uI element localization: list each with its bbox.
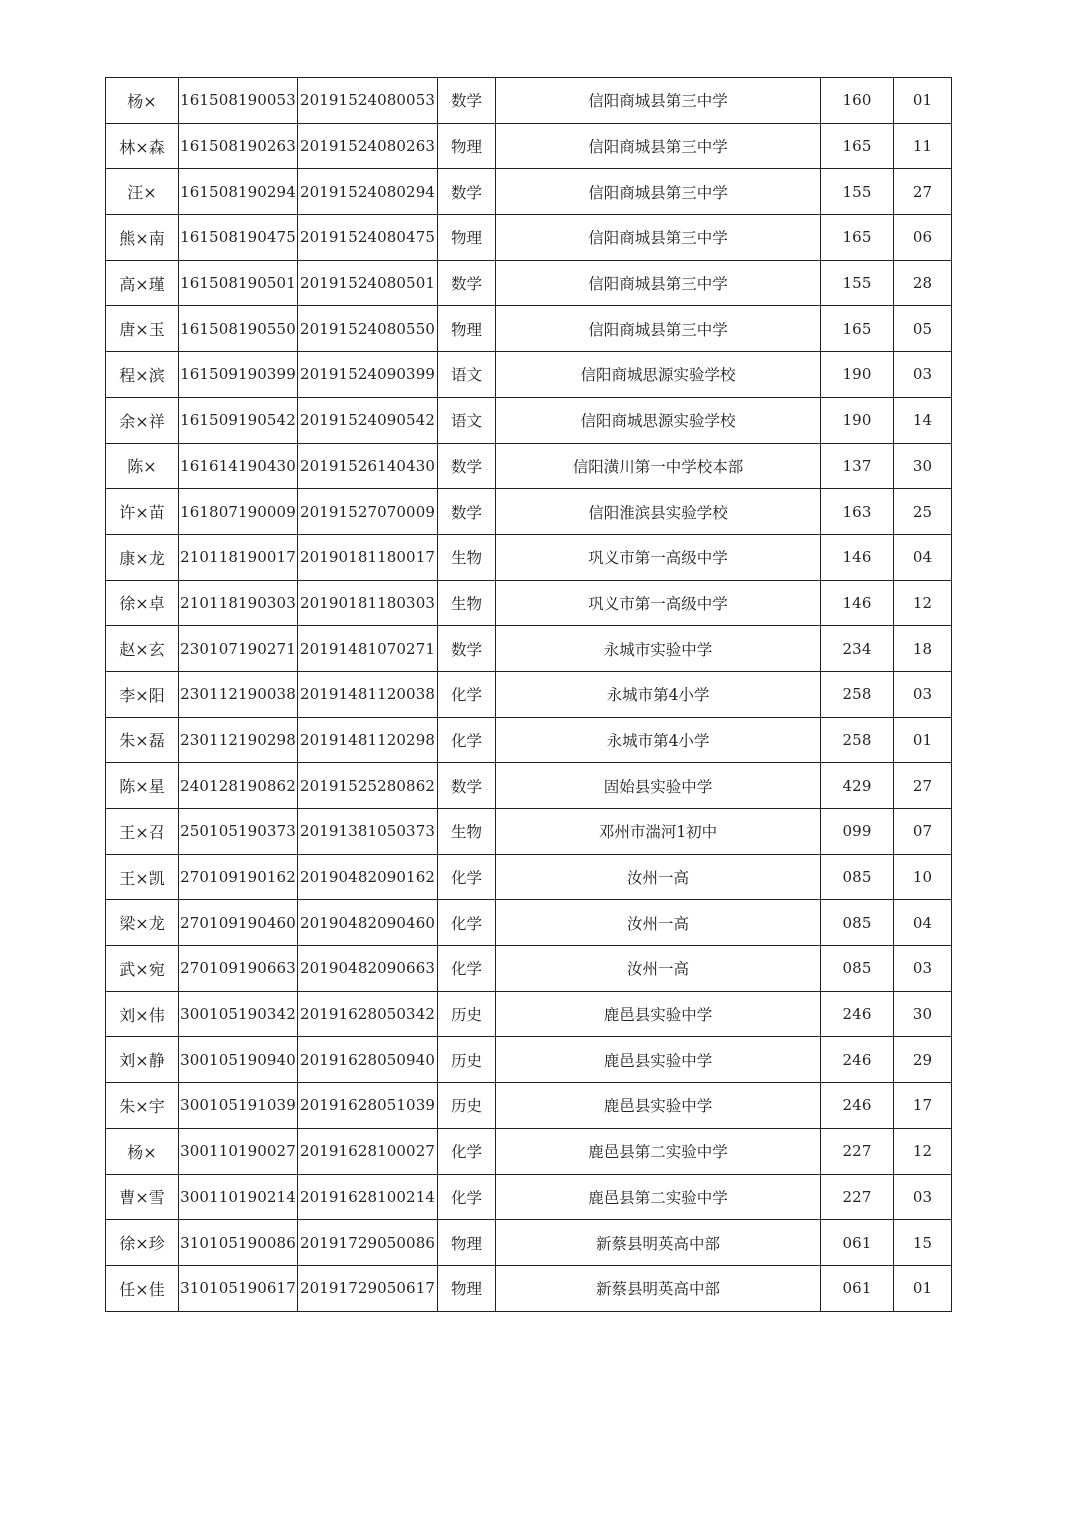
registration-number-cell: 20191628100027 <box>298 1128 438 1174</box>
table-row <box>106 78 952 124</box>
exam-number-cell: 161508190294 <box>179 169 298 215</box>
student-name-cell: 武×宛 <box>106 946 179 992</box>
student-name-cell: 陈× <box>106 443 179 489</box>
school-code-cell: 246 <box>821 1083 894 1129</box>
school-cell: 邓州市湍河1初中 <box>496 809 821 855</box>
student-name-cell: 朱×宇 <box>106 1083 179 1129</box>
subject-cell: 历史 <box>438 1037 496 1083</box>
exam-number-cell: 300105190940 <box>179 1037 298 1083</box>
school-cell: 鹿邑县第二实验中学 <box>496 1128 821 1174</box>
school-code-cell: 246 <box>821 1037 894 1083</box>
sequence-cell: 04 <box>894 900 952 946</box>
student-name-cell: 高×瑾 <box>106 260 179 306</box>
table-row <box>106 900 952 946</box>
student-name-cell: 梁×龙 <box>106 900 179 946</box>
sequence-cell: 03 <box>894 671 952 717</box>
subject-cell: 化学 <box>438 1128 496 1174</box>
school-cell: 信阳商城县第三中学 <box>496 306 821 352</box>
sequence-cell: 05 <box>894 306 952 352</box>
school-code-cell: 137 <box>821 443 894 489</box>
table-row <box>106 671 952 717</box>
registration-number-cell: 20190482090460 <box>298 900 438 946</box>
registration-number-cell: 20191524080501 <box>298 260 438 306</box>
sequence-cell: 15 <box>894 1220 952 1266</box>
table-row <box>106 991 952 1037</box>
student-name-cell: 朱×磊 <box>106 717 179 763</box>
school-code-cell: 165 <box>821 215 894 261</box>
table-row <box>106 352 952 398</box>
school-code-cell: 227 <box>821 1128 894 1174</box>
registration-number-cell: 20191526140430 <box>298 443 438 489</box>
school-code-cell: 165 <box>821 306 894 352</box>
school-cell: 信阳商城县第三中学 <box>496 78 821 124</box>
subject-cell: 化学 <box>438 717 496 763</box>
sequence-cell: 14 <box>894 397 952 443</box>
table-row <box>106 1265 952 1311</box>
exam-number-cell: 310105190086 <box>179 1220 298 1266</box>
school-code-cell: 146 <box>821 580 894 626</box>
table-row <box>106 397 952 443</box>
student-name-cell: 王×凯 <box>106 854 179 900</box>
subject-cell: 数学 <box>438 169 496 215</box>
school-code-cell: 165 <box>821 123 894 169</box>
sequence-cell: 03 <box>894 352 952 398</box>
school-cell: 信阳商城县第三中学 <box>496 260 821 306</box>
school-code-cell: 155 <box>821 260 894 306</box>
school-code-cell: 146 <box>821 534 894 580</box>
school-cell: 信阳潢川第一中学校本部 <box>496 443 821 489</box>
school-cell: 新蔡县明英高中部 <box>496 1265 821 1311</box>
student-roster-table <box>105 77 952 1312</box>
subject-cell: 物理 <box>438 1220 496 1266</box>
table-row <box>106 169 952 215</box>
student-name-cell: 赵×玄 <box>106 626 179 672</box>
student-name-cell: 许×苗 <box>106 489 179 535</box>
registration-number-cell: 20191524080294 <box>298 169 438 215</box>
registration-number-cell: 20191628050940 <box>298 1037 438 1083</box>
student-name-cell: 余×祥 <box>106 397 179 443</box>
school-code-cell: 085 <box>821 854 894 900</box>
registration-number-cell: 20191524080550 <box>298 306 438 352</box>
table-row <box>106 946 952 992</box>
table-row <box>106 306 952 352</box>
subject-cell: 数学 <box>438 626 496 672</box>
registration-number-cell: 20191525280862 <box>298 763 438 809</box>
school-code-cell: 160 <box>821 78 894 124</box>
table-row <box>106 626 952 672</box>
registration-number-cell: 20190181180303 <box>298 580 438 626</box>
subject-cell: 数学 <box>438 78 496 124</box>
subject-cell: 语文 <box>438 397 496 443</box>
school-cell: 信阳商城县第三中学 <box>496 215 821 261</box>
school-code-cell: 246 <box>821 991 894 1037</box>
sequence-cell: 17 <box>894 1083 952 1129</box>
exam-number-cell: 300105190342 <box>179 991 298 1037</box>
table-row <box>106 809 952 855</box>
sequence-cell: 27 <box>894 169 952 215</box>
table-row <box>106 215 952 261</box>
student-name-cell: 汪× <box>106 169 179 215</box>
exam-number-cell: 161508190053 <box>179 78 298 124</box>
table-row <box>106 443 952 489</box>
registration-number-cell: 20191729050086 <box>298 1220 438 1266</box>
school-code-cell: 061 <box>821 1265 894 1311</box>
school-cell: 鹿邑县实验中学 <box>496 1083 821 1129</box>
subject-cell: 数学 <box>438 443 496 489</box>
sequence-cell: 25 <box>894 489 952 535</box>
student-name-cell: 陈×星 <box>106 763 179 809</box>
student-name-cell: 刘×静 <box>106 1037 179 1083</box>
school-cell: 鹿邑县实验中学 <box>496 1037 821 1083</box>
school-cell: 信阳商城思源实验学校 <box>496 397 821 443</box>
exam-number-cell: 161508190475 <box>179 215 298 261</box>
subject-cell: 生物 <box>438 809 496 855</box>
student-name-cell: 曹×雪 <box>106 1174 179 1220</box>
exam-number-cell: 230112190298 <box>179 717 298 763</box>
exam-number-cell: 161807190009 <box>179 489 298 535</box>
school-cell: 固始县实验中学 <box>496 763 821 809</box>
registration-number-cell: 20191527070009 <box>298 489 438 535</box>
registration-number-cell: 20191524080263 <box>298 123 438 169</box>
table-row <box>106 580 952 626</box>
subject-cell: 物理 <box>438 123 496 169</box>
sequence-cell: 28 <box>894 260 952 306</box>
sequence-cell: 07 <box>894 809 952 855</box>
school-cell: 汝州一高 <box>496 946 821 992</box>
student-name-cell: 唐×玉 <box>106 306 179 352</box>
roster-body <box>106 78 952 1312</box>
sequence-cell: 01 <box>894 1265 952 1311</box>
sequence-cell: 01 <box>894 717 952 763</box>
school-code-cell: 085 <box>821 946 894 992</box>
exam-number-cell: 210118190017 <box>179 534 298 580</box>
table-row <box>106 1220 952 1266</box>
registration-number-cell: 20191729050617 <box>298 1265 438 1311</box>
exam-number-cell: 310105190617 <box>179 1265 298 1311</box>
registration-number-cell: 20191381050373 <box>298 809 438 855</box>
subject-cell: 数学 <box>438 260 496 306</box>
school-cell: 新蔡县明英高中部 <box>496 1220 821 1266</box>
subject-cell: 物理 <box>438 1265 496 1311</box>
school-cell: 永城市第4小学 <box>496 671 821 717</box>
exam-number-cell: 270109190162 <box>179 854 298 900</box>
table-row <box>106 1037 952 1083</box>
school-code-cell: 258 <box>821 717 894 763</box>
student-name-cell: 林×森 <box>106 123 179 169</box>
table-row <box>106 854 952 900</box>
registration-number-cell: 20190181180017 <box>298 534 438 580</box>
school-cell: 鹿邑县第二实验中学 <box>496 1174 821 1220</box>
exam-number-cell: 240128190862 <box>179 763 298 809</box>
exam-number-cell: 250105190373 <box>179 809 298 855</box>
subject-cell: 化学 <box>438 854 496 900</box>
school-code-cell: 061 <box>821 1220 894 1266</box>
subject-cell: 化学 <box>438 1174 496 1220</box>
student-name-cell: 程×滨 <box>106 352 179 398</box>
subject-cell: 数学 <box>438 489 496 535</box>
student-name-cell: 任×佳 <box>106 1265 179 1311</box>
school-cell: 信阳商城思源实验学校 <box>496 352 821 398</box>
registration-number-cell: 20190482090162 <box>298 854 438 900</box>
registration-number-cell: 20191481120038 <box>298 671 438 717</box>
registration-number-cell: 20191628050342 <box>298 991 438 1037</box>
subject-cell: 物理 <box>438 215 496 261</box>
student-name-cell: 徐×珍 <box>106 1220 179 1266</box>
exam-number-cell: 270109190460 <box>179 900 298 946</box>
sequence-cell: 03 <box>894 946 952 992</box>
subject-cell: 数学 <box>438 763 496 809</box>
table-row <box>106 260 952 306</box>
school-code-cell: 190 <box>821 352 894 398</box>
subject-cell: 生物 <box>438 580 496 626</box>
subject-cell: 生物 <box>438 534 496 580</box>
sequence-cell: 18 <box>894 626 952 672</box>
table-row <box>106 123 952 169</box>
student-name-cell: 王×召 <box>106 809 179 855</box>
school-cell: 巩义市第一高级中学 <box>496 534 821 580</box>
school-cell: 信阳商城县第三中学 <box>496 169 821 215</box>
exam-number-cell: 300110190027 <box>179 1128 298 1174</box>
exam-number-cell: 230107190271 <box>179 626 298 672</box>
sequence-cell: 12 <box>894 580 952 626</box>
sequence-cell: 11 <box>894 123 952 169</box>
registration-number-cell: 20191628051039 <box>298 1083 438 1129</box>
sequence-cell: 29 <box>894 1037 952 1083</box>
school-cell: 汝州一高 <box>496 900 821 946</box>
subject-cell: 化学 <box>438 671 496 717</box>
school-code-cell: 429 <box>821 763 894 809</box>
school-cell: 汝州一高 <box>496 854 821 900</box>
exam-number-cell: 210118190303 <box>179 580 298 626</box>
table-row <box>106 489 952 535</box>
school-cell: 鹿邑县实验中学 <box>496 991 821 1037</box>
subject-cell: 历史 <box>438 991 496 1037</box>
subject-cell: 化学 <box>438 946 496 992</box>
school-code-cell: 227 <box>821 1174 894 1220</box>
exam-number-cell: 270109190663 <box>179 946 298 992</box>
school-cell: 永城市实验中学 <box>496 626 821 672</box>
sequence-cell: 12 <box>894 1128 952 1174</box>
sequence-cell: 06 <box>894 215 952 261</box>
subject-cell: 物理 <box>438 306 496 352</box>
table-row <box>106 717 952 763</box>
exam-number-cell: 161508190263 <box>179 123 298 169</box>
school-code-cell: 099 <box>821 809 894 855</box>
registration-number-cell: 20191524080053 <box>298 78 438 124</box>
exam-number-cell: 161509190399 <box>179 352 298 398</box>
registration-number-cell: 20191524080475 <box>298 215 438 261</box>
school-cell: 永城市第4小学 <box>496 717 821 763</box>
school-cell: 信阳淮滨县实验学校 <box>496 489 821 535</box>
exam-number-cell: 161508190550 <box>179 306 298 352</box>
table-row <box>106 1128 952 1174</box>
registration-number-cell: 20191524090542 <box>298 397 438 443</box>
school-cell: 巩义市第一高级中学 <box>496 580 821 626</box>
subject-cell: 语文 <box>438 352 496 398</box>
exam-number-cell: 300105191039 <box>179 1083 298 1129</box>
student-name-cell: 康×龙 <box>106 534 179 580</box>
sequence-cell: 01 <box>894 78 952 124</box>
sequence-cell: 04 <box>894 534 952 580</box>
school-cell: 信阳商城县第三中学 <box>496 123 821 169</box>
table-row <box>106 534 952 580</box>
registration-number-cell: 20191628100214 <box>298 1174 438 1220</box>
sequence-cell: 27 <box>894 763 952 809</box>
registration-number-cell: 20191481120298 <box>298 717 438 763</box>
sequence-cell: 10 <box>894 854 952 900</box>
exam-number-cell: 230112190038 <box>179 671 298 717</box>
subject-cell: 化学 <box>438 900 496 946</box>
student-name-cell: 杨× <box>106 1128 179 1174</box>
school-code-cell: 190 <box>821 397 894 443</box>
school-code-cell: 155 <box>821 169 894 215</box>
registration-number-cell: 20191481070271 <box>298 626 438 672</box>
sequence-cell: 30 <box>894 443 952 489</box>
student-name-cell: 刘×伟 <box>106 991 179 1037</box>
school-code-cell: 234 <box>821 626 894 672</box>
student-name-cell: 杨× <box>106 78 179 124</box>
school-code-cell: 258 <box>821 671 894 717</box>
table-row <box>106 763 952 809</box>
registration-number-cell: 20191524090399 <box>298 352 438 398</box>
student-name-cell: 熊×南 <box>106 215 179 261</box>
sequence-cell: 03 <box>894 1174 952 1220</box>
student-name-cell: 李×阳 <box>106 671 179 717</box>
exam-number-cell: 161509190542 <box>179 397 298 443</box>
table-row <box>106 1174 952 1220</box>
subject-cell: 历史 <box>438 1083 496 1129</box>
school-code-cell: 085 <box>821 900 894 946</box>
table-row <box>106 1083 952 1129</box>
exam-number-cell: 161508190501 <box>179 260 298 306</box>
student-name-cell: 徐×卓 <box>106 580 179 626</box>
exam-number-cell: 300110190214 <box>179 1174 298 1220</box>
registration-number-cell: 20190482090663 <box>298 946 438 992</box>
exam-number-cell: 161614190430 <box>179 443 298 489</box>
sequence-cell: 30 <box>894 991 952 1037</box>
school-code-cell: 163 <box>821 489 894 535</box>
